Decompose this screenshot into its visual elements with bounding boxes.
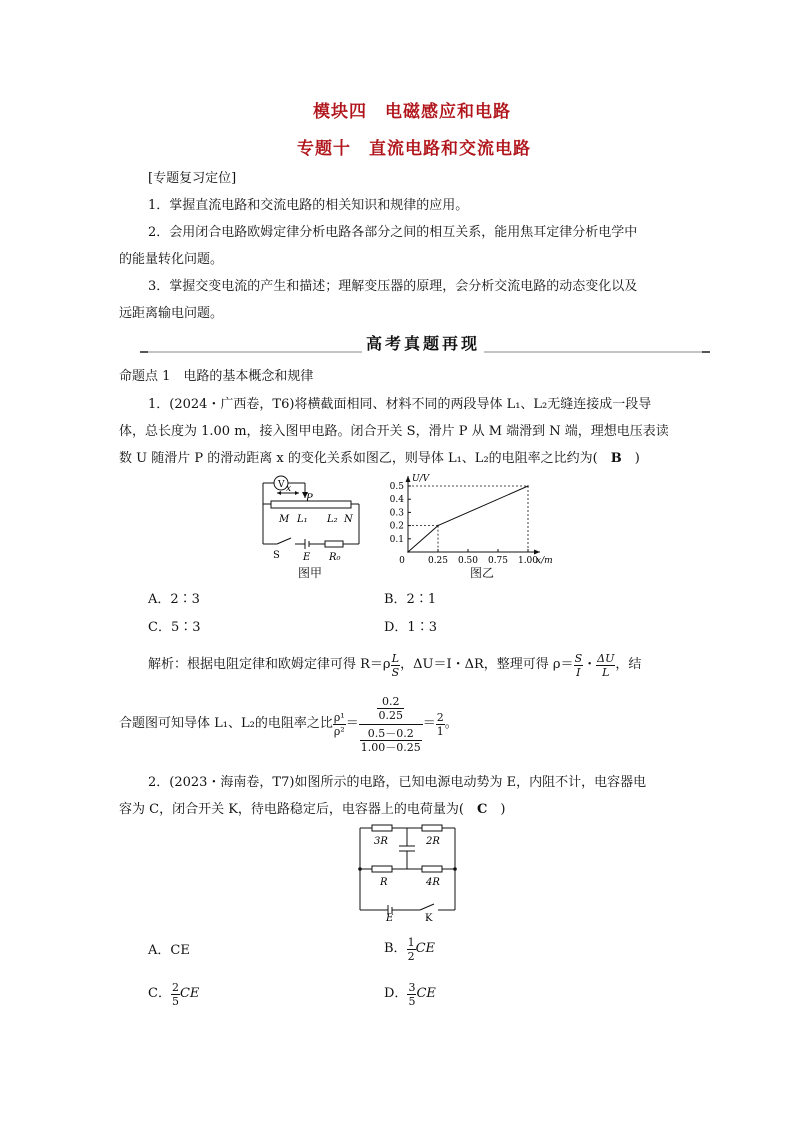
q1-answer: B <box>610 451 622 466</box>
y-tick-label: 0.1 <box>389 534 404 545</box>
module-title: 模块四 电磁感应和电路 <box>313 102 511 122</box>
data-point <box>437 525 439 527</box>
q1-option-a: A．2∶3 <box>148 592 200 607</box>
m-label: M <box>279 514 290 525</box>
x-tick-label: 0.25 <box>427 556 449 566</box>
x-tick-label: 0 <box>399 556 405 566</box>
label-2r: 2R <box>426 836 440 847</box>
s-label: S <box>273 550 280 561</box>
review-label: [专题复习定位] <box>148 171 237 186</box>
label-k: K <box>425 913 433 924</box>
y-tick-label: 0.5 <box>389 482 404 492</box>
y-tick-label: 0.2 <box>389 521 404 532</box>
section-title: 高考真题再现 <box>362 331 484 354</box>
q1-line-1: 1．(2024・广西卷，T6)将横截面相同、材料不同的两段导体 L₁、L₂无缝连接成一段导 <box>148 397 652 412</box>
data-point <box>407 551 409 553</box>
q2-line-2: 容为 C，闭合开关 K，待电路稳定后，电容器上的电荷量为( C ) <box>119 802 506 817</box>
x-label: x <box>286 484 292 494</box>
fig2-caption: 图乙 <box>470 566 495 580</box>
q1-circuit-diagram <box>255 474 370 574</box>
review-item-2-line-1: 2．会用闭合电路欧姆定律分析电路各部分之间的相互关系，能用焦耳定律分析电学中 <box>148 225 638 240</box>
n-label: N <box>344 514 353 525</box>
label-4r: 4R <box>426 877 440 888</box>
q2-line-1: 2．(2023・海南卷，T7)如图所示的电路，已知电源电动势为 E，内阻不计，电容器电 <box>148 775 647 790</box>
q1-voltage-chart <box>378 472 553 566</box>
x-tick-label: 0.75 <box>487 556 509 566</box>
q2-option-c: C． $\frac{2}{5}$ CE <box>148 980 200 1008</box>
label-r: R <box>380 877 388 888</box>
l2-label: L₂ <box>327 514 338 525</box>
voltmeter-label: V <box>278 480 285 490</box>
label-e: E <box>386 913 394 924</box>
review-item-3-line-2: 远距离输电问题。 <box>119 306 224 321</box>
r0-label: R₀ <box>329 552 341 563</box>
x-axis-label: x/m <box>536 556 553 566</box>
l1-label: L₁ <box>297 514 308 525</box>
label-3r: 3R <box>374 836 388 847</box>
x-tick-label: 1.00 <box>517 556 539 566</box>
q1-line-3: 数 U 随滑片 P 的滑动距离 x 的变化关系如图乙，则导体 L₁、L₂的电阻率之比约为( B ) <box>119 451 640 466</box>
q1-option-b: B．2∶1 <box>384 592 437 607</box>
q1-option-d: D．1∶3 <box>384 620 437 635</box>
q1-analysis-line-1: 解析：根据电阻定律和欧姆定律可得 R＝ρ $\frac{L}{S}$ ，ΔU＝I・ΔR，整理可得 ρ＝ $\frac{S}{I}$ ・ $\frac{\Delta U}{L}$ ，结 <box>148 651 642 679</box>
data-point <box>527 485 529 487</box>
q2-circuit-diagram <box>350 822 465 922</box>
q2-answer: C <box>477 802 488 817</box>
q2-option-b: B． $\frac{1}{2}$ CE <box>384 935 435 963</box>
x-axis-arrow <box>534 550 540 555</box>
y-axis-label: U/V <box>412 474 430 484</box>
fig1-caption: 图甲 <box>298 566 323 580</box>
p-label: P <box>306 493 313 504</box>
q2-option-a: A．CE <box>148 943 190 958</box>
review-item-3-line-1: 3．掌握交变电流的产生和描述；理解变压器的原理，会分析交流电路的动态变化以及 <box>148 279 638 294</box>
review-item-2-line-2: 的能量转化问题。 <box>119 252 224 267</box>
topic-title: 专题十 直流电路和交流电路 <box>297 139 531 159</box>
series-line <box>408 486 528 552</box>
e-label: E <box>303 552 311 563</box>
y-axis-arrow <box>406 476 411 482</box>
q1-analysis-line-2: 合题图可知导体 L₁、L₂的电阻率之比 $\frac{\text{ρ¹}}{\text{ρ²}}$ ＝ $\frac{\frac{0.2}{0.25}}{\frac{0.5-0.2}{1.00-0.25}}$ ＝ $\frac{2}{1}$ 。 <box>119 694 458 754</box>
y-tick-label: 0.3 <box>389 508 404 519</box>
y-tick-label: 0.4 <box>389 495 404 506</box>
topic-point: 命题点 1 电路的基本概念和规律 <box>119 369 314 384</box>
q2-option-d: D． $\frac{3}{5}$ CE <box>384 980 436 1008</box>
x-tick-label: 0.50 <box>457 556 479 566</box>
q1-line-2: 体，总长度为 1.00 m，接入图甲电路。闭合开关 S，滑片 P 从 M 端滑到 N 端，理想电压表读 <box>119 424 669 439</box>
review-item-1: 1．掌握直流电路和交流电路的相关知识和规律的应用。 <box>148 198 469 213</box>
q1-option-c: C．5∶3 <box>148 620 201 635</box>
